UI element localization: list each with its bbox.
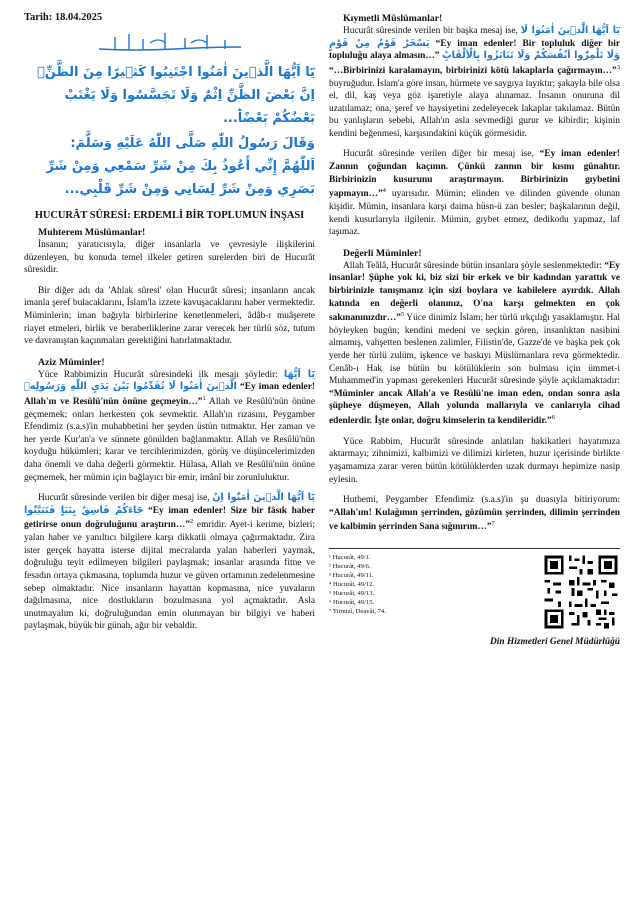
paragraph-9: [329, 494, 620, 534]
heading-aziz: Aziz Müminler!: [38, 356, 105, 368]
p6-intro: Hucurât sûresinde verilen diğer bir mesaj ise,: [343, 149, 540, 160]
ayet-meal-3: “Ey iman edenler! Bir topluluk diğer bir topluluğu alaya almasın…”: [329, 38, 620, 62]
ayet-inline-2: يَٓا اَيُّهَا الَّذٖينَ اٰمَنُٓوا اِنْ جَٓاءَكُمْ فَاسِقٌ بِنَبَاٍ فَتَبَيَّنُٓوا: [24, 492, 316, 516]
footnote-item: ³ Hucurât, 49/11.: [329, 572, 374, 579]
ayet-inline-3: يَٓا اَيُّهَا الَّذٖينَ اٰمَنُوا لَا يَسْخَرْ قَوْمٌ مِنْ قَوْمٍ: [329, 25, 620, 49]
p4-intro: Hucurât sûresinde verilen bir diğer mesaj ise,: [38, 493, 213, 504]
ayet-inline-3b: وَلَا تَلْمِزُٓوا اَنْفُسَكُمْ وَلَا تَنَابَزُوا بِالْاَلْقَابِؕ: [442, 50, 620, 62]
footnote-item: ² Hucurât, 49/6.: [329, 563, 371, 570]
footnote-ref-4: 4: [382, 187, 386, 195]
heading-degerli: Değerli Müminler!: [343, 247, 422, 259]
footnote-ref-2: 2: [189, 518, 194, 526]
ayet-meal-2: “Ey iman edenler! Size bir fâsık haber getirirse onun doğruluğunu araştırın…”: [24, 505, 316, 531]
heading-muhterem: Muhterem Müslümanlar!: [38, 227, 146, 238]
ayet-meal-1: “Ey iman edenler! Allah'ın ve Resûlü'nün önüne geçmeyin…”: [24, 382, 315, 408]
paragraph-3: [24, 369, 315, 484]
footnote-item: ⁴ Hucurât, 49/12.: [329, 581, 375, 588]
footnote-item: ⁶ Hucurât, 49/15.: [329, 599, 375, 606]
p7-body: Yüce dinimiz İslam; her türlü ırkçılığı yasaklamıştır. Hal böyleyken bugün; kendini medeni ve seçkin gören, insanlıktan nasibini almamış, vahşetten beslenen zalimler, Filistin'de, Gazze'de ve başka pek çok yerde her türlü zulüm, işkence ve baskıyı Müslümanlara reva görmektedir. Cenâb-ı Hak ise bütün bu kötülüklerin son bulması için ümmet-i Muhammed'in yapması gerekenleri Hucurât sûresinde şöyle açıklamaktadır:: [329, 313, 620, 387]
p7-intro: Allah Teâlâ, Hucurât sûresinde bütün insanlara şöyle seslenmektedir:: [343, 260, 605, 271]
footnote-item: ⁷ Tirmizî, Deavât, 74.: [329, 608, 386, 615]
p9-intro: Hutbemi, Peygamber Efendimiz (s.a.s)'in şu duasıyla bitiriyorum:: [343, 495, 620, 506]
paragraph-6: [329, 148, 620, 238]
date-label: Tarih: 18.04.2025: [24, 12, 103, 23]
footnote-ref-5: 5: [400, 311, 405, 319]
ayet-inline-1: يَٓا اَيُّهَا الَّذٖينَ اٰمَنُوا لَا تُقَدِّمُوا بَيْنَ يَدَيِ اللّٰهِ وَرَسُولِهٖ: [24, 368, 315, 393]
footnotes-section: [329, 548, 620, 631]
hadis-meal: “Allah'ım! Kulağımın şerrinden, gözümün şerrinden, dilimin şerrinden ve kalbimin şerrinden Sana sığınırım…”: [329, 507, 620, 533]
besmele-calligraphy-icon: [95, 29, 245, 55]
right-column: [329, 12, 620, 647]
p3-intro: Yüce Rabbimizin Hucurât sûresindeki ilk mesajı şöyledir:: [38, 369, 284, 380]
ayet-meal-3b: “…Birbirinizi karalamayın, birbirinizi kötü lakaplarla çağırmayın…”: [329, 65, 617, 76]
paragraph-5: [329, 25, 620, 140]
dua-arabic: اَللّٰهُمَّ إِنِّي أَعُوذُ بِكَ مِنْ شَرِّ سَمْعِي وَمِنْ شَرِّ بَصَرِي وَمِنْ شَرِّ لِسَانِي وَمِنْ شَرِّ قَلْبِي...: [46, 159, 315, 197]
footnote-ref-6: 6: [551, 414, 555, 421]
paragraph-2: Bir diğer adı da 'Ahlak sûresi' olan Hucurât sûresi; insanların ancak imanla şeref bulacaklarını, İslam'la izzete kavuşacaklarını haber vermektedir. Müminlerin; iman bağıyla birbirlerine kenetlenmeleri, âdâb-ı muâşerete riayet etmeleri, birlik ve beraberliklerine zarar verecek her türlü söz, tutum ve davranıştan kaçınmaları gerektiğini hatırlatmaktadır.: [24, 285, 315, 347]
footnote-ref-7: 7: [491, 520, 495, 528]
ayet-meal-4: “Ey iman edenler! Zannın çoğundan kaçının. Çünkü zannın bir kısmı günahtır. Birbirinizin kusurunu araştırmayın. Birbirinizin gıybetini yapmayın…”: [329, 149, 620, 200]
besmele-calligraphy: [24, 29, 315, 55]
ayet-main: يَٓا اَيُّهَا الَّذٖينَ اٰمَنُوا اجْتَنِبُوا كَثٖيرًا مِنَ الظَّنِّۘ اِنَّ بَعْضَ الظَّنِّ اِثْمٌ وَلَا تَجَسَّسُوا وَلَا يَغْتَبْ بَعْضُكُمْ بَعْضًاؕ...: [36, 65, 315, 126]
p4-body: emridir. Ayet-i kerime, bizleri; yalan haber ve yanıltıcı bilgilere karşı dikkatli olmaya çağırmaktadır. Zira ister gerçek hayatta isterse dijital mecralarda yalan haberleri yaymak, doğruluğu teyit edilmeyen bilgileri paylaşmak; insanlar arasında fitne ve fesadın ortaya çıkmasına, toplumda huzur ve güven ortamının zedelenmesine sebep olmaktadır. Nice insanların hayattan kopmasına, nice yuvaların dağılmasına, nice dostlukların bozulmasına yol açmaktadır. Asla unutmayalım ki, doğruluğundan emin olunmayan bir bilgiyi ve haberi paylaşmak, büyük bir günah, ağır bir vebaldir.: [24, 520, 315, 632]
paragraph-8: Yüce Rabbim, Hucurât sûresinde anlatılan hakikatleri hayatımıza aktarmayı; zihnimizi, kalbimizi ve dilimizi kirleten, huzur içerisinde birlikte yaşamamıza zarar veren bütün kötülüklerden uzak durmayı hepimize nasip eylesin.: [329, 436, 620, 485]
signature: Din Hizmetleri Genel Müdürlüğü: [490, 637, 620, 647]
p3-body: Allah ve Resûlü'nün önüne geçmemek; onları herkesten çok sevmektir. Allah'ın rızasını, Peygamber Efendimiz (s.a.s)'in muhabbetini her şeyden üstün tutmaktır. Her zaman ve her yerde Kur'an'a ve sünnete gönülden bağlanmaktır. Allah ve Resûlü'nün koyduğu hükümleri; karar ve tercihlerimizden, görüş ve düşüncelerimizden daha önemli ve daha değerli görmektir. Hülasa, Allah ve Resûlü'nün önüne geçmemek, her mümin için bağlayıcı bir emir, imânî bir zorunluluktur.: [24, 397, 315, 483]
footnote-item: ¹ Hucurât, 49/1.: [329, 554, 371, 561]
footnote-ref-3: 3: [616, 63, 620, 71]
p5-intro: Hucurât sûresinde verilen bir başka mesaj ise,: [343, 26, 521, 36]
paragraph-4: [24, 492, 315, 633]
ayet-meal-5: “Ey insanlar! Şüphe yok ki, biz sizi bir erkek ve bir kadından yarattık ve birbirinizle tanışmanız için sizi boylara ve kabilelere ayırdık. Allah katında en değerli olanınız, O'na karşı gelmekten en çok sakınanınızdır…”: [329, 260, 620, 324]
left-column: [24, 12, 315, 647]
page-title: HUCURÂT SÛRESİ: ERDEMLİ BİR TOPLUMUN İNŞASI: [34, 210, 305, 221]
hadis-intro: وَقَالَ رَسُولُ اللّٰهِ صَلَّى اللّٰهُ عَلَيْهِ وَسَلَّمَ:: [70, 136, 315, 151]
footnote-list: [329, 553, 542, 631]
qr-code-icon[interactable]: [542, 553, 620, 631]
ayet-meal-6: “Müminler ancak Allah'a ve Resûlü'ne iman eden, ondan sonra asla şüpheye düşmeyen, Allah yolunda mallarıyla ve canlarıyla cihad edenlerdir. İşte onlar, doğru kimselerin ta kendileridir.”: [329, 388, 620, 427]
p5-body: buyruğudur. İslam'a göre insan, hürmete ve saygıya layıktır; şakayla bile olsa el, dil, kaş veya göz işaretiyle alaya alınamaz. İnsanın onuruna dil uzatılamaz; ona, şeref ve haysiyetini zedeleyecek lakaplar takılamaz. Bütün bu yanlışların sebebi, Allah'ın asla sevmediği gurur ve kibirdir; kişinin kendini beğenmesi, karşısındakini küçük görmesidir.: [329, 78, 620, 139]
footnote-ref-1: 1: [202, 394, 206, 402]
paragraph-1: İnsanın; yaratıcısıyla, diğer insanlarla ve çevresiyle ilişkilerini düzenleyen, bu konuda temel ilkeler getiren surelerden biri de Hucurât sûresidir.: [24, 240, 315, 276]
p6-body: uyarısıdır. Mümin; elinden ve dilinden güvende olunan kişidir. Mümin, insanlara karşı daima hüsn-ü zan besler; başkalarının değil, kendi kusurlarıyla ilgilenir. Mümin, gıybet etmez, dedikodu yapmaz, laf taşımaz.: [329, 189, 620, 238]
footnote-item: ⁵ Hucurât, 49/13.: [329, 590, 375, 597]
heading-kiymetli: Kıymetli Müslümanlar!: [343, 13, 443, 24]
paragraph-7: [329, 260, 620, 428]
